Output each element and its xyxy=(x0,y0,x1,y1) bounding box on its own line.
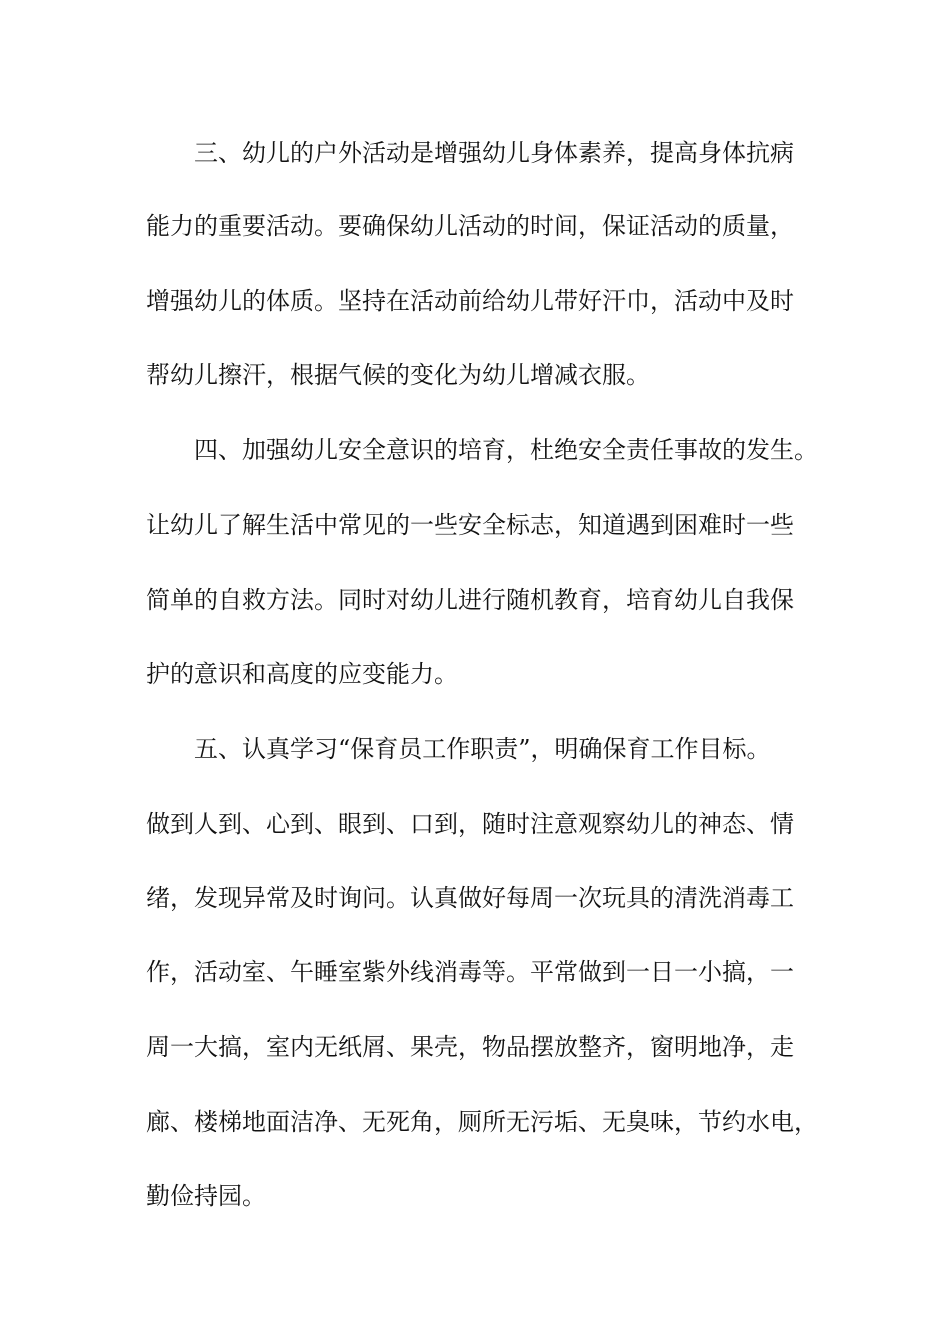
paragraph-5-line-1: 五、认真学习“保育员工作职责”，明确保育工作目标。 xyxy=(194,735,771,763)
paragraph-4-line-2: 让幼儿了解生活中常见的一些安全标志，知道遇到困难时一些 xyxy=(146,511,794,539)
paragraph-5-line-4: 作，活动室、午睡室紫外线消毒等。平常做到一日一小搞，一 xyxy=(146,958,794,986)
paragraph-3-line-1: 三、幼儿的户外活动是增强幼儿身体素养，提高身体抗病 xyxy=(194,139,794,167)
paragraph-5-line-5: 周一大搞，室内无纸屑、果壳，物品摆放整齐，窗明地净，走 xyxy=(146,1033,794,1061)
paragraph-4-line-3: 简单的自救方法。同时对幼儿进行随机教育，培育幼儿自我保 xyxy=(146,586,794,614)
paragraph-3-line-3: 增强幼儿的体质。坚持在活动前给幼儿带好汗巾，活动中及时 xyxy=(146,287,794,315)
paragraph-4-line-4: 护的意识和高度的应变能力。 xyxy=(146,660,458,688)
paragraph-5-line-7: 勤俭持园。 xyxy=(146,1182,266,1210)
paragraph-5-line-6: 廊、楼梯地面洁净、无死角，厕所无污垢、无臭味，节约水电， xyxy=(146,1108,818,1136)
paragraph-3-line-4: 帮幼儿擦汗，根据气候的变化为幼儿增减衣服。 xyxy=(146,361,650,389)
paragraph-4-line-1: 四、加强幼儿安全意识的培育，杜绝安全责任事故的发生。 xyxy=(194,436,818,464)
paragraph-3-line-2: 能力的重要活动。要确保幼儿活动的时间，保证活动的质量， xyxy=(146,212,794,240)
paragraph-5-line-3: 绪，发现异常及时询问。认真做好每周一次玩具的清洗消毒工 xyxy=(146,884,794,912)
paragraph-5-line-2: 做到人到、心到、眼到、口到，随时注意观察幼儿的神态、情 xyxy=(146,810,794,838)
